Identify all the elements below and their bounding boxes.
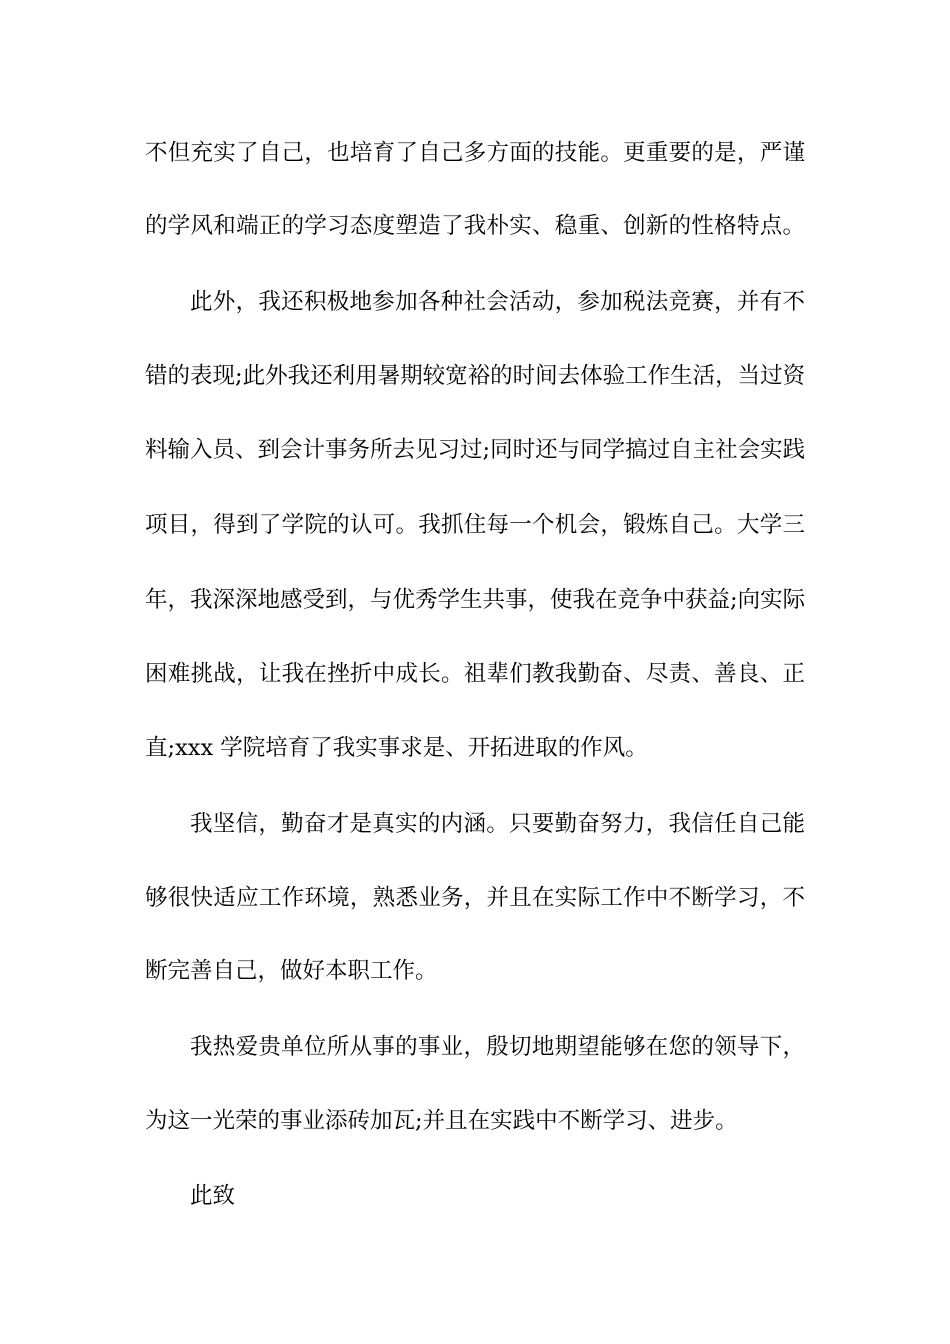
text-line-15: 此致 — [190, 1183, 236, 1209]
text-line-8: 困难挑战，让我在挫折中成长。祖辈们教我勤奋、尽责、善良、正 — [145, 661, 805, 687]
text-line-10: 我坚信，勤奋才是真实的内涵。只要勤奋努力，我信任自己能 — [190, 811, 805, 837]
text-line-7: 年，我深深地感受到，与优秀学生共事，使我在竞争中获益;向实际 — [145, 587, 806, 613]
text-line-2: 的学风和端正的学习态度塑造了我朴实、稳重、创新的性格特点。 — [145, 213, 805, 239]
text-line-1: 不但充实了自己，也培育了自己多方面的技能。更重要的是，严谨 — [145, 140, 805, 166]
text-line-3: 此外，我还积极地参加各种社会活动，参加税法竞赛，并有不 — [190, 289, 805, 315]
text-line-14: 为这一光荣的事业添砖加瓦;并且在实践中不断学习、进步。 — [145, 1108, 738, 1134]
text-line-9: 直;xxx 学院培育了我实事求是、开拓进取的作风。 — [145, 735, 648, 761]
text-line-6: 项目，得到了学院的认可。我抓住每一个机会，锻炼自己。大学三 — [145, 512, 805, 538]
text-line-12: 断完善自己，做好本职工作。 — [145, 958, 438, 984]
text-line-11: 够很快适应工作环境，熟悉业务，并且在实际工作中不断学习，不 — [145, 885, 805, 911]
text-line-5: 料输入员、到会计事务所去见习过;同时还与同学搞过自主社会实践 — [145, 437, 806, 463]
text-line-4: 错的表现;此外我还利用暑期较宽裕的时间去体验工作生活，当过资 — [145, 363, 806, 389]
text-line-13: 我热爱贵单位所从事的事业，殷切地期望能够在您的领导下， — [190, 1034, 805, 1060]
